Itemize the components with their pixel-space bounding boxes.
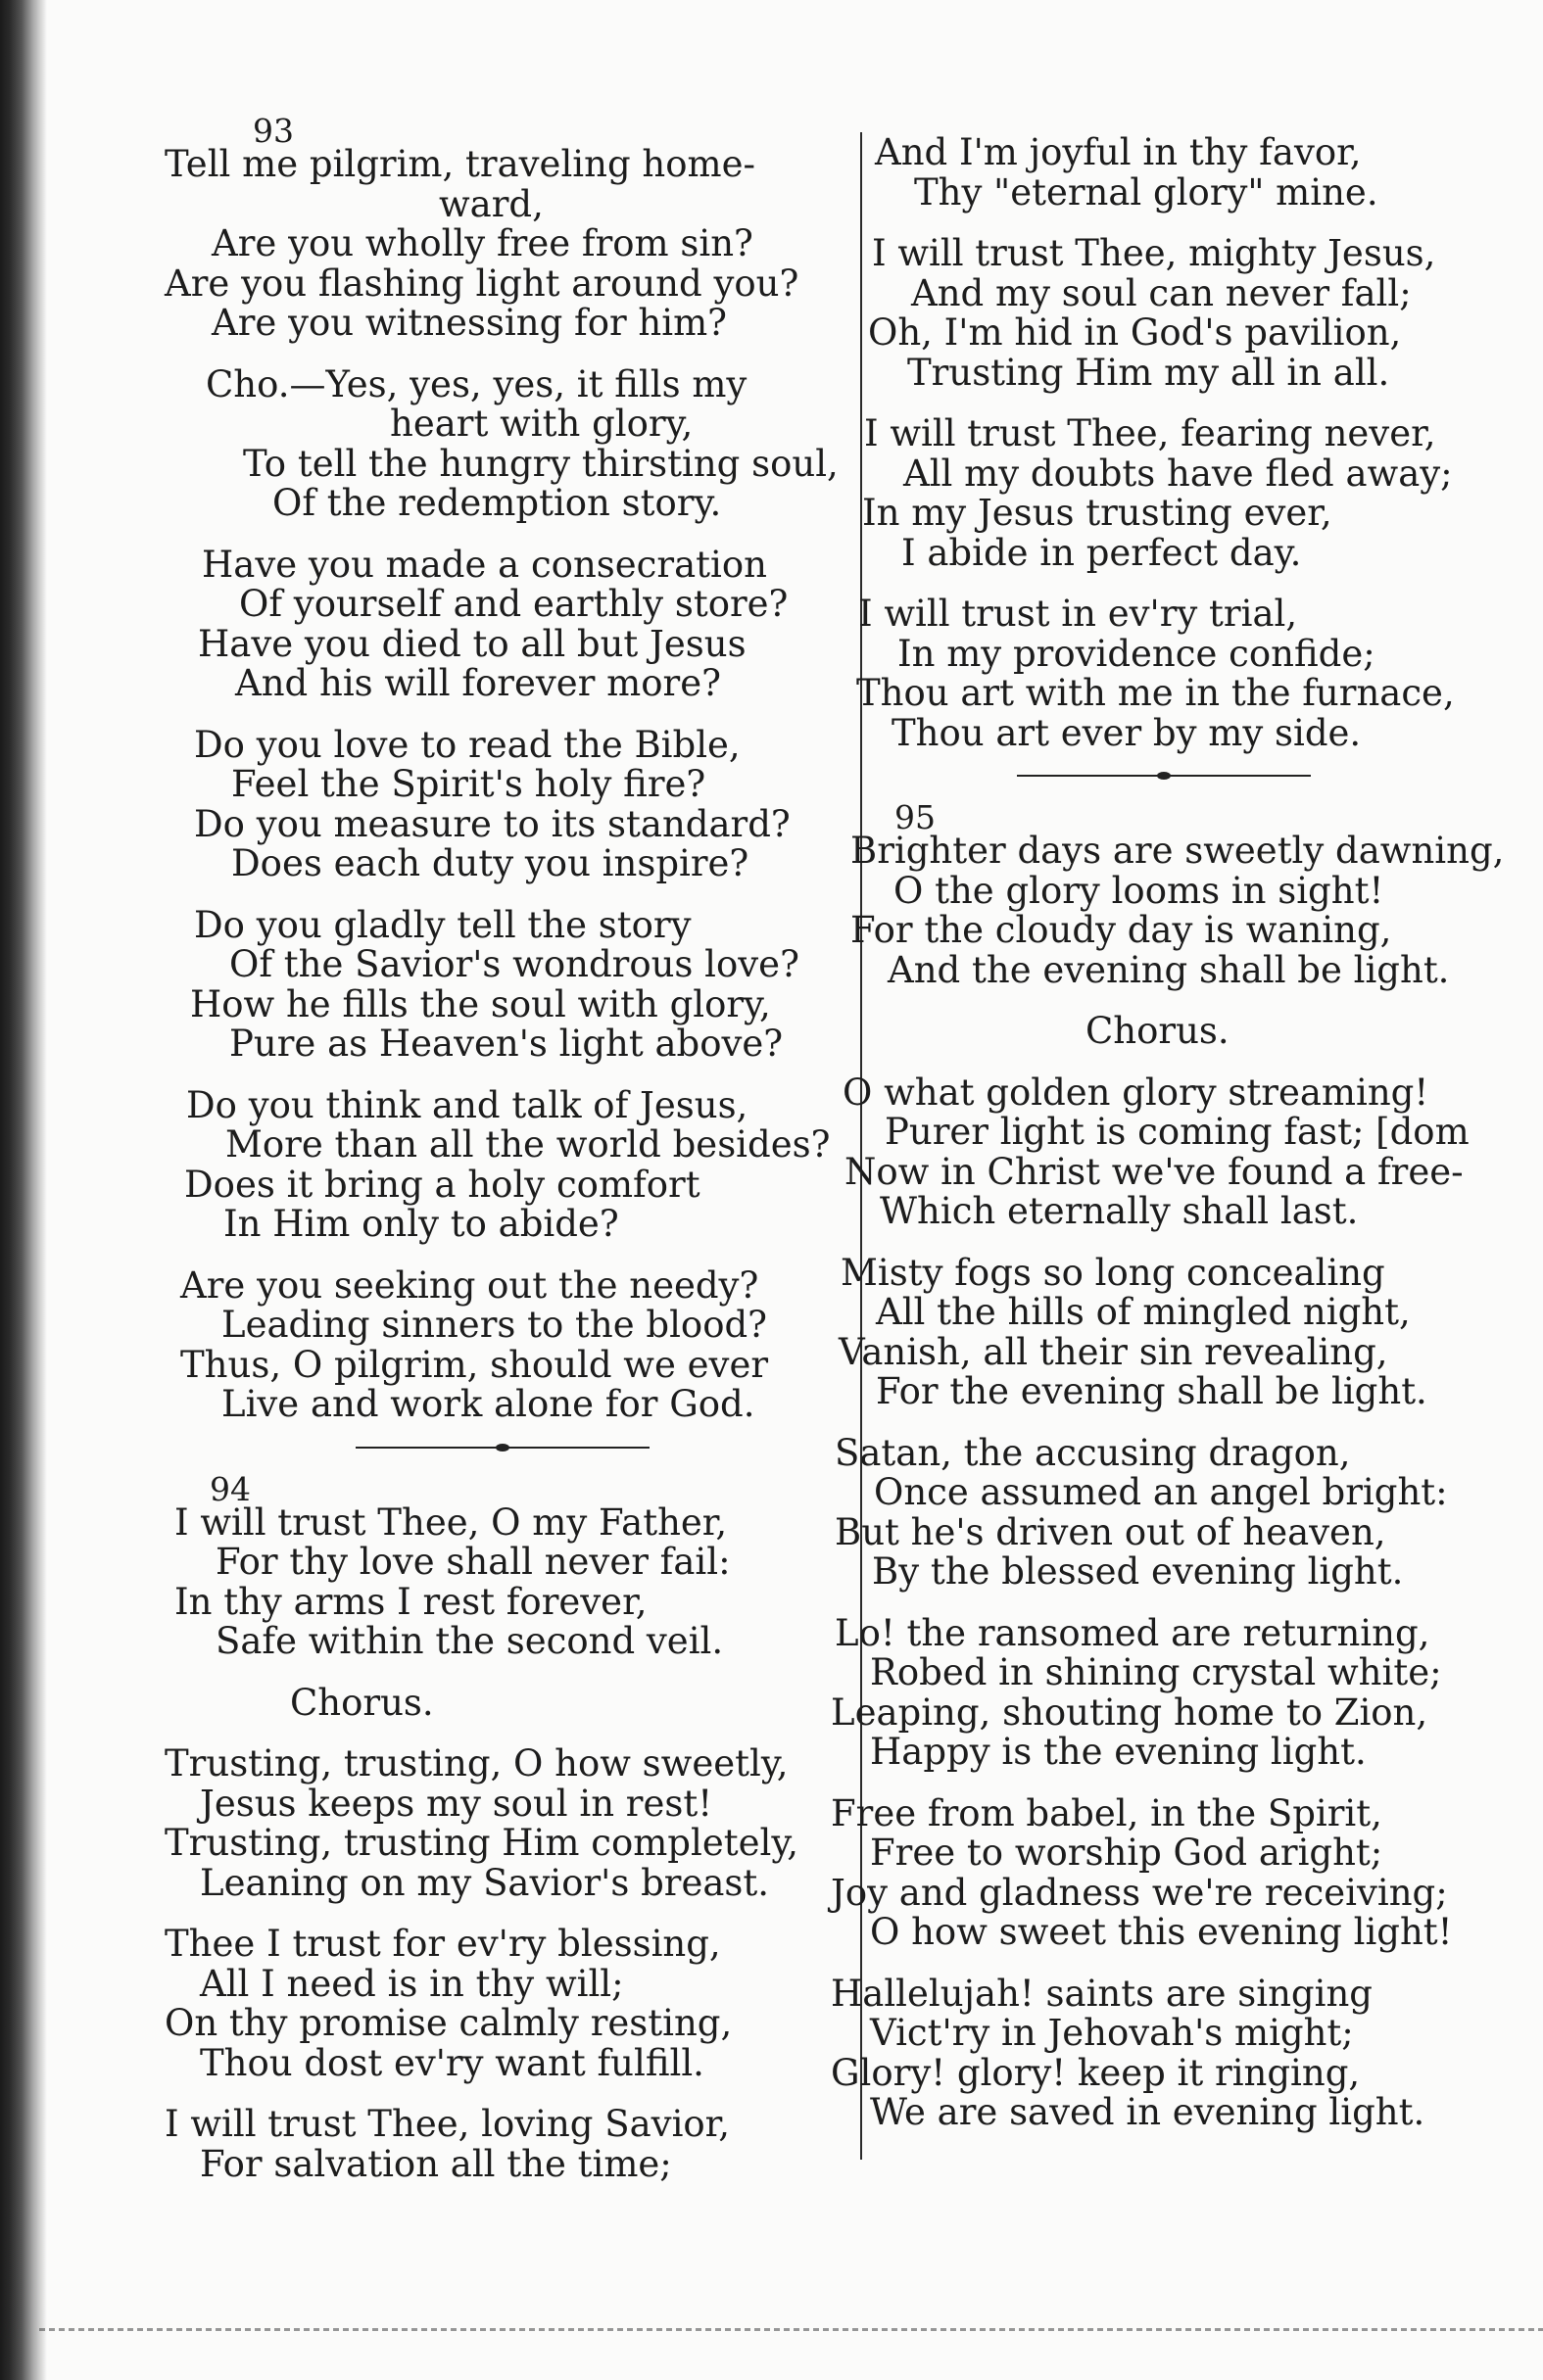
verse-line: Free to worship God aright;: [870, 1832, 1383, 1874]
hymn-93-stanza-3: [165, 723, 841, 884]
verse-line: Now in Christ we've found a free-: [844, 1150, 1464, 1193]
hymn-94-chorus: [165, 1744, 841, 1903]
right-column: [831, 116, 1505, 2155]
verse-line: Of the redemption story.: [272, 482, 722, 524]
hymn-93-stanza-2: [165, 543, 841, 704]
hymn-95-stanza-3: [831, 1431, 1497, 1593]
verse-line: Cho.—Yes, yes, yes, it fills my: [206, 362, 747, 405]
verse-line: Feel the Spirit's holy fire?: [231, 763, 706, 805]
hymn-94-stanza-3: [165, 2105, 841, 2184]
verse-line: Do you love to read the Bible,: [194, 723, 741, 766]
verse-line: Jesus keeps my soul in rest!: [200, 1782, 713, 1825]
verse-line: Free from babel, in the Spirit,: [831, 1791, 1382, 1834]
verse-line: Trusting, trusting, O how sweetly,: [165, 1742, 789, 1785]
hymn-93-stanza-4: [165, 903, 841, 1065]
verse-line: I will trust in ev'ry trial,: [858, 593, 1298, 635]
verse-line: For thy love shall never fail:: [216, 1541, 731, 1583]
verse-line: In my Jesus trusting ever,: [862, 492, 1332, 534]
verse-line: Do you think and talk of Jesus,: [186, 1083, 748, 1126]
verse-line: For salvation all the time;: [200, 2142, 672, 2185]
verse-line: And his will forever more?: [235, 662, 721, 704]
chorus-label: Chorus.: [1085, 1010, 1230, 1052]
hymn-95-stanza-4: [831, 1611, 1497, 1773]
hymn-95-stanza-6: [831, 1972, 1497, 2133]
hymn-94-stanza-1: [165, 1500, 841, 1662]
hymn-number-94: 94: [210, 1469, 251, 1508]
verse-line: O what golden glory streaming!: [843, 1071, 1429, 1114]
verse-line: Are you wholly free from sin?: [212, 222, 753, 264]
verse-line: Thus, O pilgrim, should we ever: [180, 1343, 769, 1386]
verse-line: Of yourself and earthly store?: [239, 583, 789, 625]
verse-line: I will trust Thee, mighty Jesus,: [872, 232, 1436, 274]
hymn-95-stanza-1: [831, 830, 1505, 991]
verse-line: Misty fogs so long concealing: [841, 1251, 1385, 1294]
chorus-label: Chorus.: [290, 1681, 434, 1724]
scan-bottom-edge: [39, 2328, 1543, 2331]
hymn-separator: [356, 1447, 650, 1449]
verse-line: For the evening shall be light.: [876, 1370, 1427, 1412]
verse-line: Satan, the accusing dragon,: [835, 1431, 1351, 1474]
verse-line: In thy arms I rest forever,: [174, 1580, 648, 1623]
verse-line: Live and work alone for God.: [221, 1383, 755, 1425]
hymn-95-stanza-2: [831, 1251, 1497, 1412]
verse-line: Are you flashing light around you?: [165, 262, 799, 305]
verse-line: But he's driven out of heaven,: [835, 1510, 1386, 1553]
verse-line: Brighter days are sweetly dawning,: [850, 830, 1505, 872]
verse-line: In Him only to abide?: [223, 1203, 619, 1245]
verse-line: Trusting Him my all in all.: [907, 351, 1390, 394]
verse-line: Leading sinners to the blood?: [221, 1304, 767, 1346]
verse-line: Oh, I'm hid in God's pavilion,: [868, 311, 1402, 354]
hymn-number-93: 93: [253, 112, 294, 150]
verse-line: Robed in shining crystal white;: [870, 1651, 1442, 1693]
hymn-94-stanza-3-cont: [831, 133, 1497, 213]
verse-line: Does each duty you inspire?: [231, 842, 749, 884]
verse-line: Thou art with me in the furnace,: [856, 672, 1455, 714]
verse-line: Are you witnessing for him?: [212, 302, 728, 344]
hymn-93-stanza-1: [165, 145, 841, 344]
verse-line: And my soul can never fall;: [911, 271, 1412, 314]
verse-line: Do you gladly tell the story: [194, 903, 692, 946]
hymn-94-stanza-6: [831, 595, 1497, 753]
verse-line: I will trust Thee, O my Father,: [174, 1500, 728, 1544]
verse-line: On thy promise calmly resting,: [165, 2002, 733, 2044]
verse-line: And the evening shall be light.: [888, 948, 1450, 991]
verse-line: Joy and gladness we're receiving;: [831, 1871, 1448, 1914]
verse-line: Once assumed an angel bright:: [874, 1471, 1448, 1513]
verse-line: Do you measure to its standard?: [194, 802, 791, 845]
verse-line: How he fills the soul with glory,: [190, 982, 771, 1025]
verse-line: Vict'ry in Jehovah's might;: [870, 2012, 1354, 2054]
verse-line: Glory! glory! keep it ringing,: [831, 2051, 1361, 2094]
left-column: [165, 112, 841, 2206]
verse-line: To tell the hungry thirsting soul,: [243, 442, 839, 485]
verse-line: By the blessed evening light.: [872, 1550, 1404, 1593]
verse-line: Which eternally shall last.: [880, 1190, 1359, 1232]
scan-binding-shadow: [0, 0, 47, 2380]
verse-line: Thy "eternal glory" mine.: [914, 170, 1378, 214]
verse-line: Happy is the evening light.: [870, 1731, 1367, 1773]
verse-line: I will trust Thee, loving Savior,: [165, 2103, 731, 2145]
verse-line: Of the Savior's wondrous love?: [229, 943, 799, 985]
verse-line: All my doubts have fled away;: [903, 452, 1453, 495]
hymn-93-chorus: [165, 362, 841, 524]
verse-line: More than all the world besides?: [225, 1123, 831, 1166]
verse-line: Tell me pilgrim, traveling home-: [165, 143, 755, 185]
verse-line: Hallelujah! saints are singing: [831, 1972, 1373, 2015]
hymn-separator: [1017, 775, 1311, 777]
verse-line: Lo! the ransomed are returning,: [835, 1611, 1430, 1654]
hymn-93-stanza-5: [165, 1083, 841, 1245]
verse-line: Vanish, all their sin revealing,: [839, 1330, 1388, 1373]
verse-line: Thou art ever by my side.: [892, 711, 1362, 754]
verse-line: All the hills of mingled night,: [876, 1291, 1411, 1333]
verse-line: Thou dost ev'ry want fulfill.: [200, 2041, 704, 2084]
verse-line: Are you seeking out the needy?: [180, 1263, 759, 1307]
verse-line: Purer light is coming fast; [dom: [885, 1111, 1470, 1153]
verse-line: We are saved in evening light.: [870, 2091, 1425, 2133]
verse-line: Pure as Heaven's light above?: [229, 1023, 784, 1065]
hymn-93-stanza-6: [165, 1263, 841, 1425]
hymn-95-stanza-5: [831, 1791, 1497, 1953]
hymn-94-stanza-4: [831, 234, 1497, 393]
verse-line: And I'm joyful in thy favor,: [875, 131, 1362, 173]
hymn-number-95: 95: [894, 798, 936, 836]
hymn-94-stanza-2: [165, 1925, 841, 2083]
verse-line: I will trust Thee, fearing never,: [864, 412, 1436, 454]
verse-line: Leaping, shouting home to Zion,: [831, 1690, 1428, 1734]
hymn-95-chorus: [831, 1073, 1497, 1232]
verse-line: Have you made a consecration: [202, 543, 767, 586]
verse-line: Does it bring a holy comfort: [184, 1163, 700, 1206]
verse-line: For the cloudy day is waning,: [850, 909, 1392, 951]
verse-line: Leaning on my Savior's breast.: [200, 1861, 770, 1904]
verse-line: Thee I trust for ev'ry blessing,: [165, 1923, 721, 1965]
verse-line: I abide in perfect day.: [901, 531, 1302, 574]
verse-line: Safe within the second veil.: [216, 1620, 724, 1662]
verse-line: Have you died to all but Jesus: [198, 622, 747, 665]
hymn-94-stanza-5: [831, 414, 1497, 573]
verse-line: In my providence confide;: [897, 632, 1375, 675]
verse-line: ward,: [439, 182, 544, 225]
verse-line: O the glory looms in sight!: [893, 869, 1384, 912]
verse-line: Trusting, trusting Him completely,: [165, 1822, 799, 1864]
verse-line: heart with glory,: [390, 403, 694, 445]
verse-line: All I need is in thy will;: [200, 1962, 624, 2005]
verse-line: O how sweet this evening light!: [870, 1911, 1453, 1953]
